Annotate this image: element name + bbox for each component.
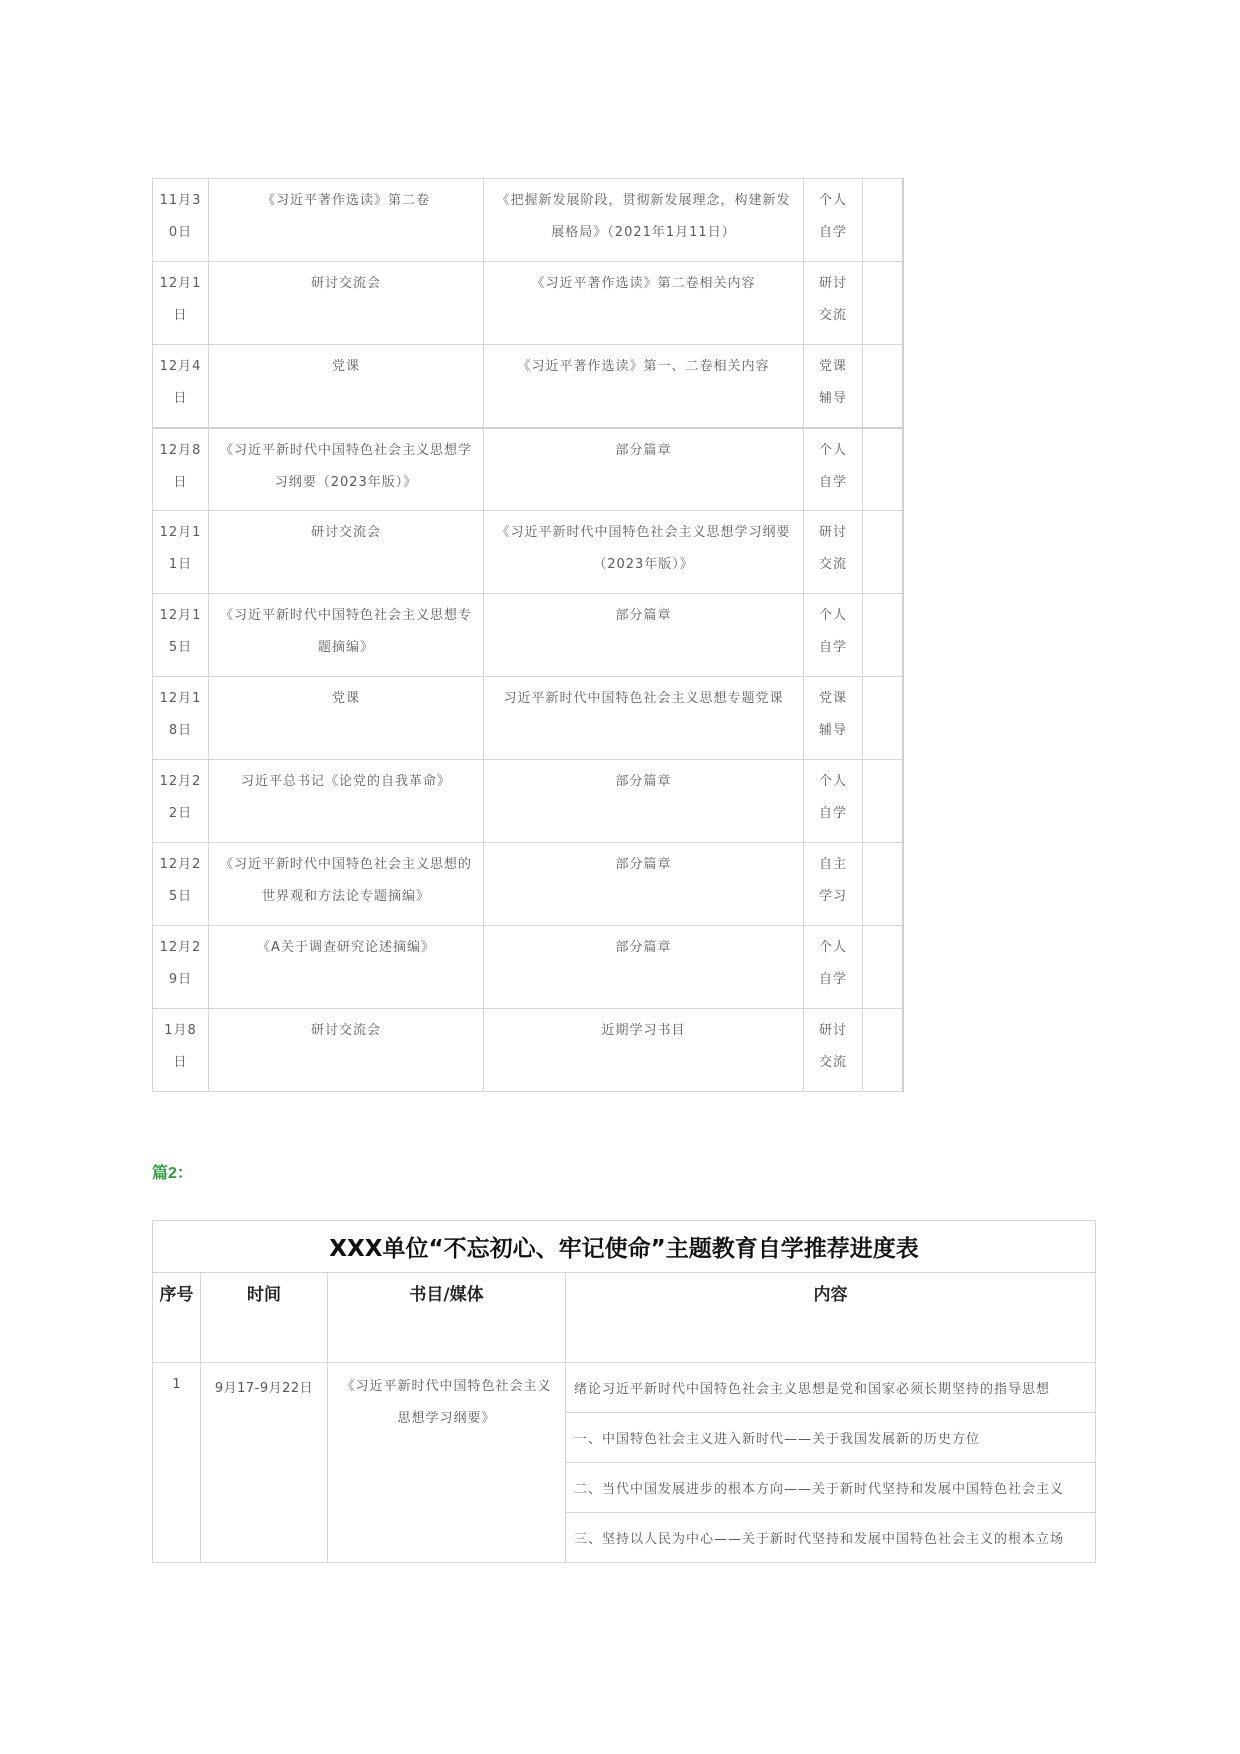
header-time: 时间 <box>201 1273 328 1363</box>
table-row <box>153 926 903 1009</box>
note-cell <box>863 345 903 428</box>
date-cell: 12月18日 <box>153 677 209 760</box>
date-cell: 12月8日 <box>153 428 209 511</box>
title-row <box>153 1221 1096 1273</box>
date-cell: 12月4日 <box>153 345 209 428</box>
type-cell: 个人自学 <box>804 428 863 511</box>
book-cell: 《习近平新时代中国特色社会主义思想的世界观和方法论专题摘编》 <box>209 843 484 926</box>
note-cell <box>863 677 903 760</box>
book-cell: 《习近平新时代中国特色社会主义思想学习纲要（2023年版）》 <box>209 428 484 511</box>
progress-table <box>152 1220 1096 1563</box>
table-row <box>153 345 903 428</box>
table-row <box>153 594 903 677</box>
note-cell <box>863 1009 903 1092</box>
type-cell: 党课辅导 <box>804 677 863 760</box>
content-cell: 部分篇章 <box>484 926 804 1009</box>
book-cell: 研讨交流会 <box>209 511 484 594</box>
type-cell: 研讨交流 <box>804 262 863 345</box>
book-cell: 《A关于调查研究论述摘编》 <box>209 926 484 1009</box>
book-cell: 研讨交流会 <box>209 1009 484 1092</box>
table-row <box>153 511 903 594</box>
book-cell: 党课 <box>209 345 484 428</box>
note-cell <box>863 179 903 262</box>
table-title: XXX单位“不忘初心、牢记使命”主题教育自学推荐进度表 <box>153 1221 1096 1273</box>
note-cell <box>863 926 903 1009</box>
type-cell: 党课辅导 <box>804 345 863 428</box>
content-cell: 近期学习书目 <box>484 1009 804 1092</box>
header-book: 书目/媒体 <box>328 1273 566 1363</box>
table-row <box>153 262 903 345</box>
header-num: 序号 <box>153 1273 201 1363</box>
table-row <box>153 1363 1096 1413</box>
type-cell: 自主学习 <box>804 843 863 926</box>
content-cell: 《习近平新时代中国特色社会主义思想学习纲要（2023年版）》 <box>484 511 804 594</box>
row-num: 1 <box>153 1363 201 1563</box>
table-row <box>153 843 903 926</box>
content-cell: 《把握新发展阶段，贯彻新发展理念，构建新发展格局》（2021年1月11日） <box>484 179 804 262</box>
schedule-table <box>152 178 904 1092</box>
header-content: 内容 <box>566 1273 1096 1363</box>
table-row <box>153 1009 903 1092</box>
table-row <box>153 428 903 511</box>
content-item: 绪论习近平新时代中国特色社会主义思想是党和国家必须长期坚持的指导思想 <box>566 1363 1096 1413</box>
date-cell: 12月15日 <box>153 594 209 677</box>
book-cell: 《习近平新时代中国特色社会主义思想专题摘编》 <box>209 594 484 677</box>
row-book: 《习近平新时代中国特色社会主义思想学习纲要》 <box>328 1363 566 1563</box>
book-cell: 习近平总书记《论党的自我革命》 <box>209 760 484 843</box>
note-cell <box>863 511 903 594</box>
book-cell: 党课 <box>209 677 484 760</box>
content-cell: 《习近平著作选读》第一、二卷相关内容 <box>484 345 804 428</box>
note-cell <box>863 843 903 926</box>
content-cell: 习近平新时代中国特色社会主义思想专题党课 <box>484 677 804 760</box>
header-row <box>153 1273 1096 1363</box>
type-cell: 个人自学 <box>804 594 863 677</box>
content-item: 一、中国特色社会主义进入新时代——关于我国发展新的历史方位 <box>566 1413 1096 1463</box>
section-heading: 篇2： <box>152 1165 193 1182</box>
date-cell: 1月8日 <box>153 1009 209 1092</box>
note-cell <box>863 760 903 843</box>
content-item: 三、坚持以人民为中心——关于新时代坚持和发展中国特色社会主义的根本立场 <box>566 1513 1096 1563</box>
content-cell: 部分篇章 <box>484 760 804 843</box>
date-cell: 12月1日 <box>153 262 209 345</box>
content-item: 二、当代中国发展进步的根本方向——关于新时代坚持和发展中国特色社会主义 <box>566 1463 1096 1513</box>
type-cell: 研讨交流 <box>804 1009 863 1092</box>
type-cell: 个人自学 <box>804 760 863 843</box>
date-cell: 12月11日 <box>153 511 209 594</box>
content-cell: 部分篇章 <box>484 843 804 926</box>
row-time: 9月17-9月22日 <box>201 1363 328 1563</box>
date-cell: 11月30日 <box>153 179 209 262</box>
content-cell: 部分篇章 <box>484 594 804 677</box>
type-cell: 个人自学 <box>804 926 863 1009</box>
content-cell: 部分篇章 <box>484 428 804 511</box>
type-cell: 个人自学 <box>804 179 863 262</box>
note-cell <box>863 428 903 511</box>
table-row <box>153 760 903 843</box>
book-cell: 《习近平著作选读》第二卷 <box>209 179 484 262</box>
content-cell: 《习近平著作选读》第二卷相关内容 <box>484 262 804 345</box>
table-row <box>153 677 903 760</box>
type-cell: 研讨交流 <box>804 511 863 594</box>
date-cell: 12月22日 <box>153 760 209 843</box>
book-cell: 研讨交流会 <box>209 262 484 345</box>
date-cell: 12月25日 <box>153 843 209 926</box>
date-cell: 12月29日 <box>153 926 209 1009</box>
table-row <box>153 179 903 262</box>
note-cell <box>863 262 903 345</box>
note-cell <box>863 594 903 677</box>
